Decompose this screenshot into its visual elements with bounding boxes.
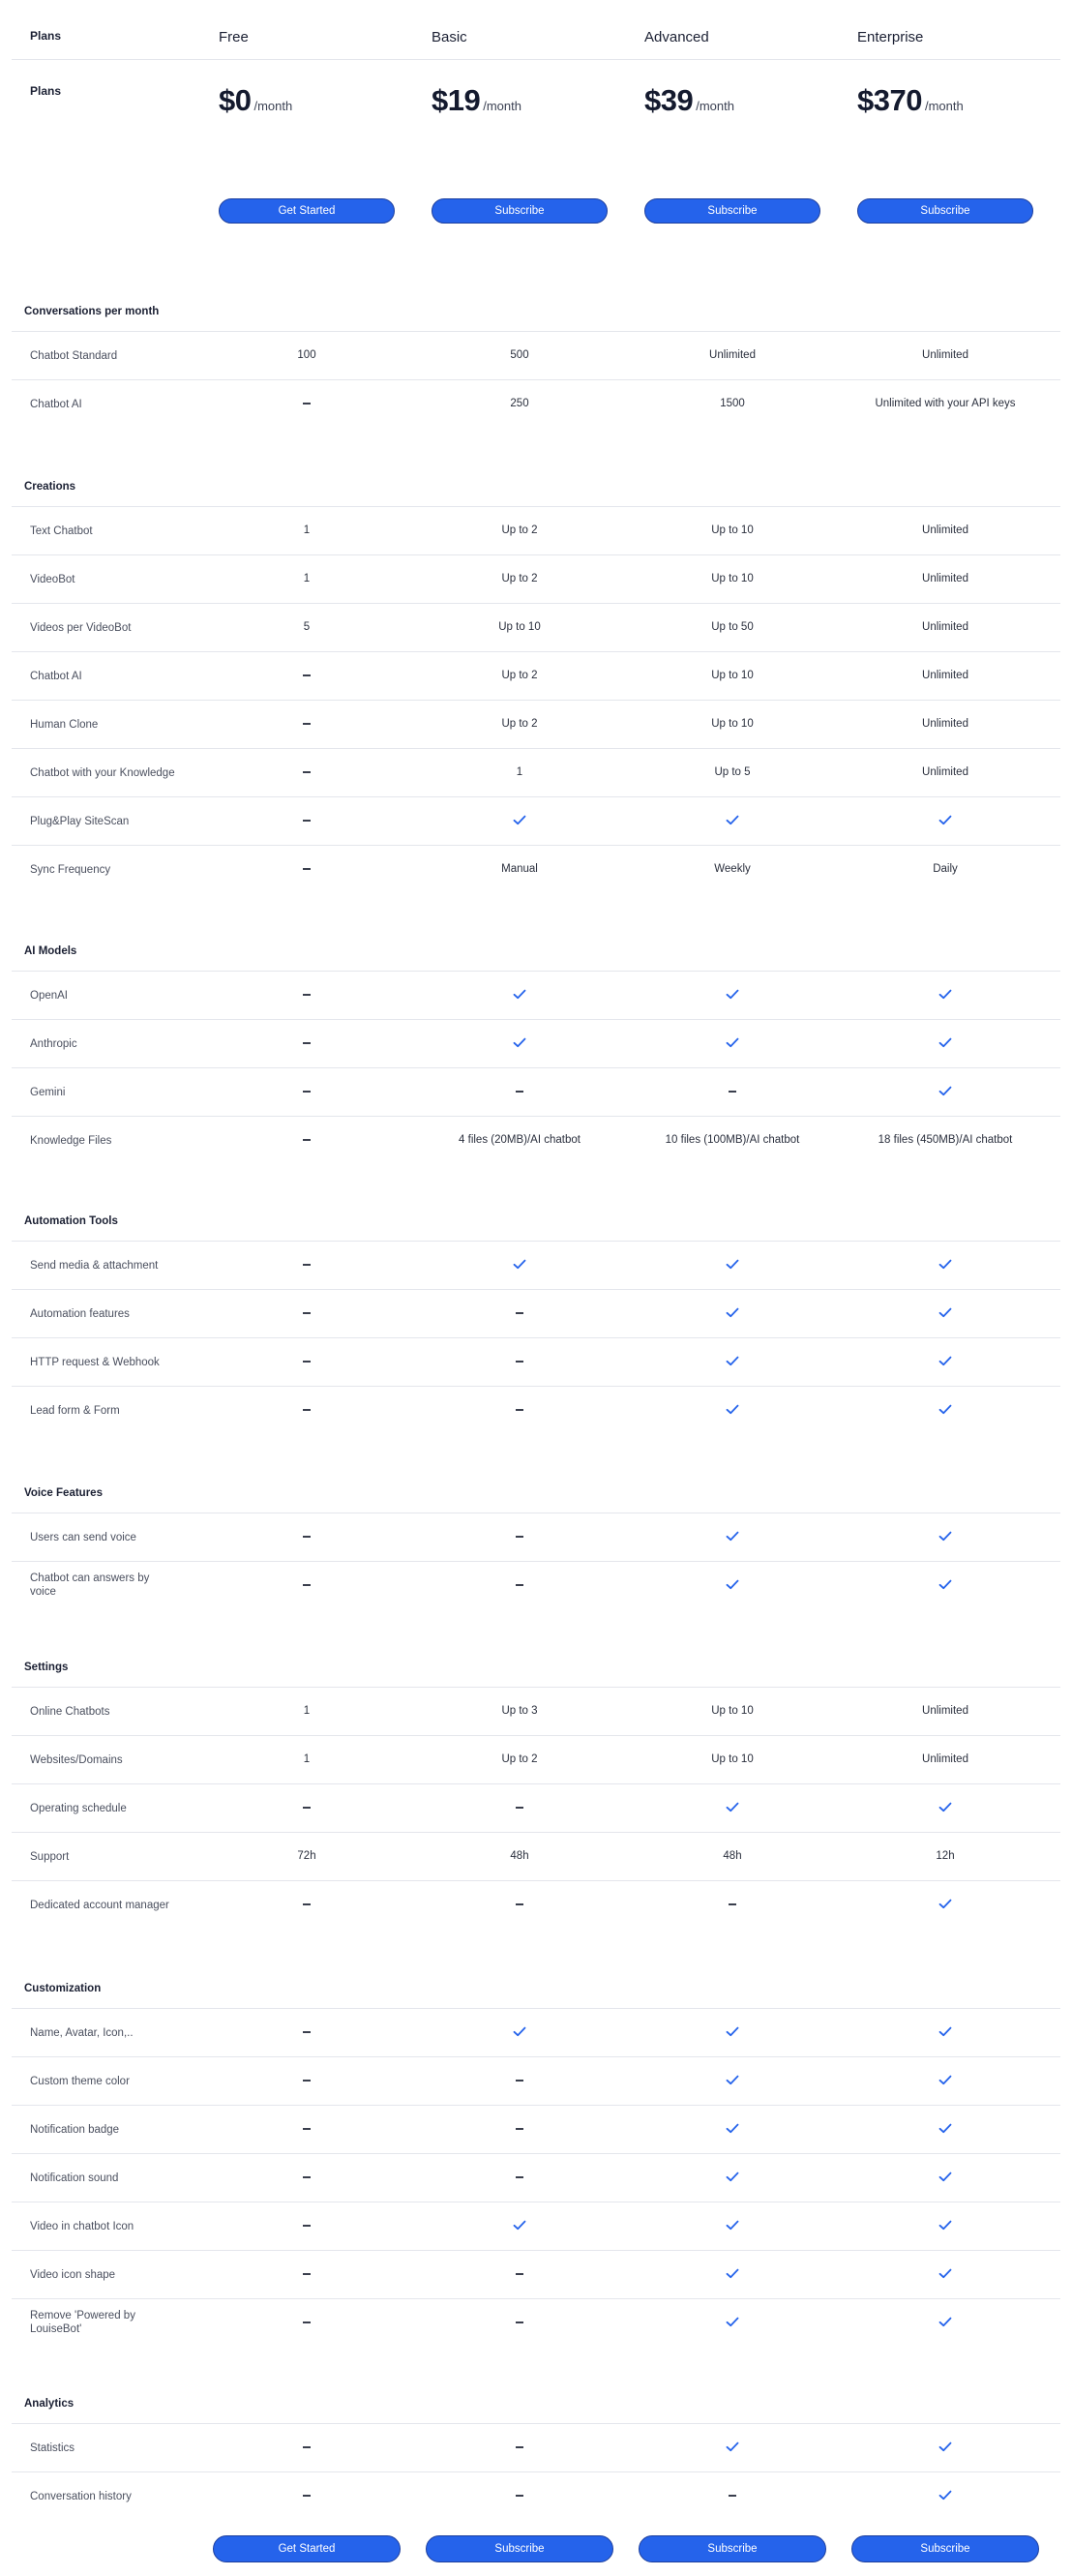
cell-value: 4 files (20MB)/AI chatbot (459, 1134, 581, 1146)
cell-value: Up to 10 (711, 1705, 754, 1717)
column-advanced: Advanced (644, 29, 709, 45)
check-icon (645, 1579, 819, 1591)
table-row (12, 2471, 1060, 2520)
subscribe-button-basic-footer[interactable]: Subscribe (426, 2535, 613, 2562)
cell-value: Up to 2 (501, 573, 538, 584)
cell-value: Up to 10 (498, 621, 541, 633)
cell-value: Unlimited (922, 524, 968, 536)
cell-value: Up to 5 (714, 766, 751, 778)
feature-label: Chatbot Standard (30, 350, 118, 362)
dash-icon (220, 1404, 394, 1416)
price-period: /month (253, 99, 293, 113)
table-row (12, 700, 1060, 748)
dash-icon (432, 2317, 607, 2328)
table-row (12, 651, 1060, 700)
table-row (12, 331, 1060, 379)
table-row (12, 1513, 1060, 1561)
feature-label: Chatbot AI (30, 399, 82, 410)
subscribe-button-enterprise[interactable]: Subscribe (857, 198, 1033, 224)
cell-value: Unlimited (709, 349, 756, 361)
price-amount: $19 (432, 83, 481, 117)
price-period: /month (696, 99, 734, 113)
dash-icon (220, 2075, 394, 2086)
table-row (12, 1067, 1060, 1116)
dash-icon (432, 2441, 607, 2453)
dash-icon (432, 2075, 607, 2086)
cell-value: Up to 10 (711, 670, 754, 681)
cell-value: Unlimited (922, 1753, 968, 1765)
feature-label: Sync Frequency (30, 864, 111, 876)
table-row (12, 796, 1060, 845)
price-period: /month (924, 99, 964, 113)
subscribe-button-basic[interactable]: Subscribe (432, 198, 608, 224)
cell-value: 72h (297, 1850, 316, 1862)
price-enterprise (857, 83, 964, 118)
cell-value: 250 (510, 398, 529, 409)
dash-icon (432, 1307, 607, 1319)
get-started-button-footer[interactable]: Get Started (213, 2535, 401, 2562)
check-icon (432, 989, 607, 1001)
cell-value: 1 (303, 1705, 311, 1717)
table-row (12, 2423, 1060, 2471)
check-icon (858, 1037, 1032, 1049)
cell-value: 5 (303, 621, 311, 633)
table-row (12, 845, 1060, 893)
cell-value: 1 (516, 766, 523, 778)
table-row (12, 603, 1060, 651)
cell-value: 18 files (450MB)/AI chatbot (878, 1134, 1013, 1146)
dash-icon (220, 1899, 394, 1910)
dash-icon (220, 1037, 394, 1049)
check-icon (645, 1037, 819, 1049)
column-free: Free (219, 29, 249, 45)
dash-icon (220, 2441, 394, 2453)
check-icon (645, 2268, 819, 2280)
price-row (12, 60, 1060, 254)
check-icon (858, 989, 1032, 1001)
cell-value: 1500 (720, 398, 745, 409)
cell-value: Up to 2 (501, 524, 538, 536)
cell-value: Manual (501, 863, 538, 875)
feature-label: Statistics (30, 2442, 75, 2454)
dash-icon (220, 1531, 394, 1543)
cell-value: Up to 10 (711, 573, 754, 584)
feature-label: Video in chatbot Icon (30, 2221, 134, 2232)
cell-value: Unlimited (922, 349, 968, 361)
feature-label: Human Clone (30, 719, 99, 731)
table-row (12, 1289, 1060, 1337)
dash-icon (432, 1404, 607, 1416)
check-icon (645, 2026, 819, 2038)
section-title: Customization (24, 1983, 102, 1994)
table-header-row (12, 0, 1060, 60)
cell-value: Daily (933, 863, 958, 875)
cell-value: Up to 2 (501, 1753, 538, 1765)
check-icon (645, 1802, 819, 1813)
check-icon (858, 815, 1032, 826)
section-title: AI Models (24, 945, 77, 957)
table-row (12, 2105, 1060, 2153)
dash-icon (645, 1899, 819, 1910)
dash-icon (220, 1259, 394, 1271)
check-icon (858, 2441, 1032, 2453)
feature-label: HTTP request & Webhook (30, 1357, 160, 1368)
table-row (12, 1687, 1060, 1735)
check-icon (858, 2268, 1032, 2280)
get-started-button-free[interactable]: Get Started (219, 198, 395, 224)
feature-label: Lead form & Form (30, 1405, 120, 1417)
section-title: Settings (24, 1662, 69, 1673)
section-title: Voice Features (24, 1487, 103, 1499)
dash-icon (220, 2123, 394, 2135)
check-icon (858, 1356, 1032, 1367)
feature-label: OpenAI (30, 990, 68, 1002)
cell-value: 500 (510, 349, 529, 361)
feature-label: Users can send voice (30, 1532, 136, 1543)
cell-value: Up to 50 (711, 621, 754, 633)
table-row (12, 379, 1060, 428)
dash-icon (432, 1086, 607, 1097)
feature-label: Chatbot AI (30, 671, 82, 682)
section-title: Automation Tools (24, 1215, 118, 1227)
dash-icon (432, 2123, 607, 2135)
cell-value: Unlimited (922, 573, 968, 584)
check-icon (645, 2075, 819, 2086)
dash-icon (220, 863, 394, 875)
check-icon (858, 2490, 1032, 2501)
check-icon (645, 2317, 819, 2328)
price-amount: $370 (857, 83, 922, 117)
dash-icon (432, 1356, 607, 1367)
feature-label: Text Chatbot (30, 525, 93, 537)
table-row (12, 2056, 1060, 2105)
check-icon (858, 1259, 1032, 1271)
check-icon (645, 815, 819, 826)
section-title: Creations (24, 481, 76, 493)
feature-label: Operating schedule (30, 1803, 127, 1814)
dash-icon (220, 815, 394, 826)
dash-icon (220, 2026, 394, 2038)
dash-icon (220, 1356, 394, 1367)
price-amount: $39 (644, 83, 694, 117)
table-row (12, 1735, 1060, 1783)
check-icon (432, 2026, 607, 2038)
cell-value: 10 files (100MB)/AI chatbot (665, 1134, 800, 1146)
subscribe-button-enterprise-footer[interactable]: Subscribe (851, 2535, 1039, 2562)
feature-label: Notification sound (30, 2172, 119, 2184)
subscribe-button-advanced-footer[interactable]: Subscribe (639, 2535, 826, 2562)
section-title: Conversations per month (24, 306, 160, 317)
feature-label: Videos per VideoBot (30, 622, 132, 634)
check-icon (432, 1259, 607, 1271)
price-amount: $0 (219, 83, 252, 117)
dash-icon (432, 1531, 607, 1543)
dash-icon (645, 1086, 819, 1097)
dash-icon (432, 2268, 607, 2280)
check-icon (858, 2172, 1032, 2183)
cell-value: Unlimited (922, 718, 968, 730)
cell-value: 1 (303, 524, 311, 536)
check-icon (645, 989, 819, 1001)
check-icon (645, 2172, 819, 2183)
table-row (12, 1561, 1060, 1609)
dash-icon (220, 2490, 394, 2501)
feature-label: Send media & attachment (30, 1260, 159, 1272)
price-free (219, 83, 292, 118)
table-row (12, 2250, 1060, 2298)
check-icon (645, 1356, 819, 1367)
dash-icon (220, 2268, 394, 2280)
feature-label: Plug&Play SiteScan (30, 816, 130, 827)
check-icon (645, 2123, 819, 2135)
price-plans-label: Plans (30, 84, 62, 98)
feature-label: Notification badge (30, 2124, 120, 2136)
feature-label: Websites/Domains (30, 1754, 123, 1766)
table-row (12, 1832, 1060, 1880)
dash-icon (432, 2490, 607, 2501)
cell-value: 1 (303, 573, 311, 584)
price-advanced (644, 83, 734, 118)
cell-value: Up to 3 (501, 1705, 538, 1717)
cell-value: Unlimited with your API keys (875, 398, 1016, 409)
cell-value: Up to 10 (711, 1753, 754, 1765)
check-icon (858, 1899, 1032, 1910)
cell-value: Up to 10 (711, 718, 754, 730)
check-icon (645, 1307, 819, 1319)
dash-icon (220, 670, 394, 681)
cell-value: 1 (303, 1753, 311, 1765)
check-icon (858, 1086, 1032, 1097)
dash-icon (432, 1802, 607, 1813)
section-title: Analytics (24, 2398, 74, 2410)
feature-label: Custom theme color (30, 2076, 130, 2087)
dash-icon (220, 1802, 394, 1813)
cell-value: Up to 2 (501, 670, 538, 681)
check-icon (432, 815, 607, 826)
table-row (12, 2153, 1060, 2202)
cell-value: Weekly (714, 863, 751, 875)
price-basic (432, 83, 521, 118)
price-period: /month (483, 99, 521, 113)
table-row (12, 1386, 1060, 1434)
cell-value: 48h (510, 1850, 529, 1862)
feature-label: Online Chatbots (30, 1706, 110, 1718)
check-icon (645, 1404, 819, 1416)
dash-icon (220, 1134, 394, 1146)
check-icon (858, 2220, 1032, 2232)
cell-value: Unlimited (922, 670, 968, 681)
cell-value: Unlimited (922, 1705, 968, 1717)
table-row (12, 554, 1060, 603)
check-icon (858, 1531, 1032, 1543)
check-icon (858, 2026, 1032, 2038)
feature-label: Dedicated account manager (30, 1900, 169, 1911)
dash-icon (220, 1579, 394, 1591)
feature-label: Chatbot with your Knowledge (30, 767, 175, 779)
table-row (12, 1337, 1060, 1386)
table-row (12, 1019, 1060, 1067)
cell-value: Unlimited (922, 766, 968, 778)
dash-icon (432, 2172, 607, 2183)
cell-value: 12h (936, 1850, 955, 1862)
dash-icon (220, 2317, 394, 2328)
column-enterprise: Enterprise (857, 29, 924, 45)
cell-value: 100 (297, 349, 316, 361)
check-icon (432, 1037, 607, 1049)
column-basic: Basic (432, 29, 467, 45)
table-row (12, 506, 1060, 554)
check-icon (645, 2220, 819, 2232)
check-icon (858, 2317, 1032, 2328)
feature-label: Anthropic (30, 1038, 77, 1050)
table-row (12, 2298, 1060, 2347)
dash-icon (645, 2490, 819, 2501)
feature-label: VideoBot (30, 574, 75, 585)
dash-icon (432, 1899, 607, 1910)
feature-label: Remove 'Powered by LouiseBot' (30, 2310, 135, 2335)
dash-icon (432, 1579, 607, 1591)
header-plans-label: Plans (30, 29, 62, 43)
dash-icon (220, 718, 394, 730)
table-row (12, 1116, 1060, 1164)
feature-label: Automation features (30, 1308, 130, 1320)
table-row (12, 1783, 1060, 1832)
dash-icon (220, 989, 394, 1001)
table-row (12, 1880, 1060, 1929)
check-icon (858, 1579, 1032, 1591)
feature-label: Gemini (30, 1087, 66, 1098)
feature-label: Support (30, 1851, 70, 1863)
dash-icon (220, 2220, 394, 2232)
check-icon (645, 1531, 819, 1543)
dash-icon (220, 398, 394, 409)
cell-value: Up to 10 (711, 524, 754, 536)
check-icon (645, 1259, 819, 1271)
feature-label: Conversation history (30, 2491, 132, 2502)
check-icon (858, 1404, 1032, 1416)
dash-icon (220, 766, 394, 778)
feature-label: Chatbot can answers by voice (30, 1573, 150, 1598)
dash-icon (220, 1307, 394, 1319)
feature-label: Knowledge Files (30, 1135, 112, 1147)
cell-value: 48h (723, 1850, 742, 1862)
table-row (12, 971, 1060, 1019)
dash-icon (220, 2172, 394, 2183)
cell-value: Up to 2 (501, 718, 538, 730)
check-icon (645, 2441, 819, 2453)
feature-label: Video icon shape (30, 2269, 116, 2281)
check-icon (858, 1802, 1032, 1813)
check-icon (858, 2075, 1032, 2086)
table-row (12, 1241, 1060, 1289)
dash-icon (220, 1086, 394, 1097)
table-row (12, 748, 1060, 796)
subscribe-button-advanced[interactable]: Subscribe (644, 198, 820, 224)
table-row (12, 2202, 1060, 2250)
check-icon (858, 1307, 1032, 1319)
feature-label: Name, Avatar, Icon,.. (30, 2027, 134, 2039)
check-icon (432, 2220, 607, 2232)
check-icon (858, 2123, 1032, 2135)
table-row (12, 2008, 1060, 2056)
cell-value: Unlimited (922, 621, 968, 633)
